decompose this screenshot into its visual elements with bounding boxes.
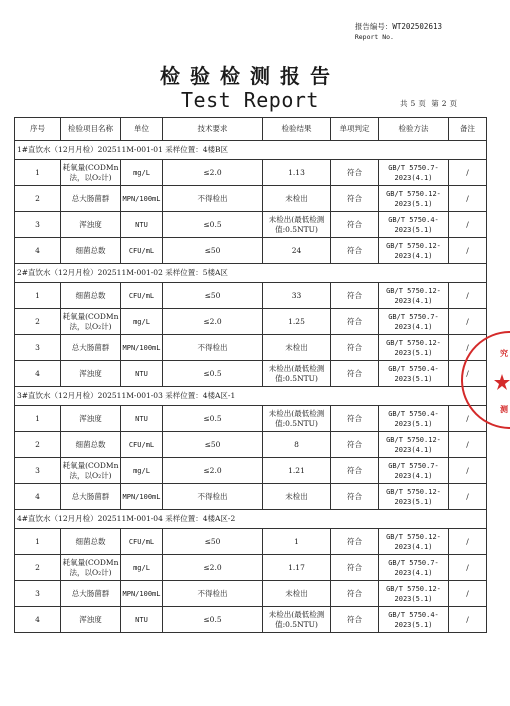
cell-item-name: 耗氧量(CODMn法，以O₂计) xyxy=(61,160,121,186)
cell-row-number: 1 xyxy=(15,529,61,555)
cell-method: GB/T 5750.4-2023(5.1) xyxy=(379,607,449,633)
cell-requirement: ≤2.0 xyxy=(163,309,263,335)
cell-unit: CFU/mL xyxy=(121,238,163,264)
cell-item-name: 耗氧量(CODMn法，以O₂计) xyxy=(61,309,121,335)
cell-requirement: ≤0.5 xyxy=(163,212,263,238)
cell-judgement: 符合 xyxy=(331,361,379,387)
cell-row-number: 4 xyxy=(15,484,61,510)
cell-method: GB/T 5750.12-2023(4.1) xyxy=(379,432,449,458)
cell-unit: CFU/mL xyxy=(121,432,163,458)
cell-result: 未检出 xyxy=(263,335,331,361)
results-table xyxy=(14,117,487,633)
cell-judgement: 符合 xyxy=(331,484,379,510)
cell-result: 未检出 xyxy=(263,581,331,607)
cell-method: GB/T 5750.4-2023(5.1) xyxy=(379,212,449,238)
cell-unit: CFU/mL xyxy=(121,529,163,555)
column-header: 单项判定 xyxy=(331,118,379,141)
cell-judgement: 符合 xyxy=(331,186,379,212)
cell-note: / xyxy=(449,555,487,581)
page-total-label: 共 xyxy=(400,99,408,108)
table-row xyxy=(15,406,487,432)
cell-method: GB/T 5750.12-2023(5.1) xyxy=(379,186,449,212)
cell-result: 24 xyxy=(263,238,331,264)
cell-judgement: 符合 xyxy=(331,607,379,633)
cell-row-number: 3 xyxy=(15,212,61,238)
sample-group-title: 3#直饮水（12月月检）202511M-001-03 采样位置：4楼A区-1 xyxy=(15,387,487,406)
cell-result: 33 xyxy=(263,283,331,309)
sample-group-header xyxy=(15,264,487,283)
cell-unit: CFU/mL xyxy=(121,283,163,309)
cell-item-name: 细菌总数 xyxy=(61,283,121,309)
cell-row-number: 3 xyxy=(15,581,61,607)
table-row xyxy=(15,607,487,633)
cell-requirement: 不得检出 xyxy=(163,484,263,510)
cell-judgement: 符合 xyxy=(331,555,379,581)
table-row xyxy=(15,160,487,186)
table-row xyxy=(15,309,487,335)
cell-item-name: 总大肠菌群 xyxy=(61,581,121,607)
cell-method: GB/T 5750.4-2023(5.1) xyxy=(379,361,449,387)
svg-text:究: 究 xyxy=(500,348,508,358)
cell-row-number: 2 xyxy=(15,432,61,458)
column-header: 检验结果 xyxy=(263,118,331,141)
cell-method: GB/T 5750.12-2023(4.1) xyxy=(379,283,449,309)
cell-result: 8 xyxy=(263,432,331,458)
cell-row-number: 1 xyxy=(15,406,61,432)
cell-method: GB/T 5750.12-2023(5.1) xyxy=(379,581,449,607)
cell-judgement: 符合 xyxy=(331,529,379,555)
cell-note: / xyxy=(449,212,487,238)
cell-result: 未检出(最低检测值:0.5NTU) xyxy=(263,212,331,238)
cell-requirement: ≤0.5 xyxy=(163,406,263,432)
table-row xyxy=(15,529,487,555)
cell-judgement: 符合 xyxy=(331,406,379,432)
sample-group-header xyxy=(15,141,487,160)
page-total: 5 xyxy=(410,99,416,108)
table-row xyxy=(15,212,487,238)
page-indicator xyxy=(400,98,460,109)
cell-requirement: ≤2.0 xyxy=(163,555,263,581)
report-number-label: 报告编号：WT202502613 xyxy=(354,22,442,31)
cell-judgement: 符合 xyxy=(331,212,379,238)
cell-method: GB/T 5750.12-2023(5.1) xyxy=(379,484,449,510)
cell-item-name: 浑浊度 xyxy=(61,406,121,432)
cell-note: / xyxy=(449,361,487,387)
cell-item-name: 细菌总数 xyxy=(61,529,121,555)
cell-result: 1.13 xyxy=(263,160,331,186)
cell-result: 未检出(最低检测值:0.5NTU) xyxy=(263,361,331,387)
cell-note: / xyxy=(449,607,487,633)
cell-unit: mg/L xyxy=(121,309,163,335)
cell-item-name: 细菌总数 xyxy=(61,432,121,458)
table-row xyxy=(15,186,487,212)
page-current-label: 第 xyxy=(431,99,439,108)
cell-requirement: 不得检出 xyxy=(163,335,263,361)
cell-requirement: ≤2.0 xyxy=(163,160,263,186)
cell-method: GB/T 5750.12-2023(4.1) xyxy=(379,529,449,555)
cell-unit: NTU xyxy=(121,406,163,432)
cell-item-name: 总大肠菌群 xyxy=(61,335,121,361)
sample-group-title: 2#直饮水（12月月检）202511M-001-02 采样位置：5楼A区 xyxy=(15,264,487,283)
report-title-cn: 检验检测报告 xyxy=(160,64,340,88)
cell-method: GB/T 5750.4-2023(5.1) xyxy=(379,406,449,432)
cell-unit: mg/L xyxy=(121,458,163,484)
cell-note: / xyxy=(449,238,487,264)
table-row xyxy=(15,238,487,264)
cell-method: GB/T 5750.12-2023(5.1) xyxy=(379,335,449,361)
cell-result: 1.25 xyxy=(263,309,331,335)
cell-result: 未检出 xyxy=(263,186,331,212)
cell-result: 未检出(最低检测值:0.5NTU) xyxy=(263,607,331,633)
cell-note: / xyxy=(449,581,487,607)
table-row xyxy=(15,458,487,484)
report-title-en: Test Report xyxy=(181,88,319,112)
cell-row-number: 1 xyxy=(15,160,61,186)
cell-judgement: 符合 xyxy=(331,432,379,458)
cell-requirement: ≤50 xyxy=(163,283,263,309)
cell-note: / xyxy=(449,160,487,186)
table-row xyxy=(15,361,487,387)
cell-note: / xyxy=(449,186,487,212)
cell-method: GB/T 5750.7-2023(4.1) xyxy=(379,309,449,335)
cell-item-name: 总大肠菌群 xyxy=(61,484,121,510)
cell-item-name: 浑浊度 xyxy=(61,212,121,238)
cell-note: / xyxy=(449,432,487,458)
cell-result: 未检出(最低检测值:0.5NTU) xyxy=(263,406,331,432)
cell-requirement: 不得检出 xyxy=(163,186,263,212)
sample-group-title: 4#直饮水（12月月检）202511M-001-04 采样位置：4楼A区-2 xyxy=(15,510,487,529)
cell-note: / xyxy=(449,406,487,432)
sample-group-header xyxy=(15,387,487,406)
cell-note: / xyxy=(449,283,487,309)
seal-stamp-icon xyxy=(488,330,510,430)
page-unit: 页 xyxy=(418,99,426,108)
cell-row-number: 2 xyxy=(15,555,61,581)
cell-note: / xyxy=(449,458,487,484)
cell-method: GB/T 5750.12-2023(4.1) xyxy=(379,238,449,264)
cell-row-number: 4 xyxy=(15,361,61,387)
cell-note: / xyxy=(449,335,487,361)
column-header: 技术要求 xyxy=(163,118,263,141)
cell-method: GB/T 5750.7-2023(4.1) xyxy=(379,555,449,581)
cell-item-name: 浑浊度 xyxy=(61,607,121,633)
cell-judgement: 符合 xyxy=(331,283,379,309)
column-header: 序号 xyxy=(15,118,61,141)
report-number xyxy=(355,22,442,42)
svg-text:测: 测 xyxy=(500,404,508,414)
cell-judgement: 符合 xyxy=(331,160,379,186)
cell-unit: NTU xyxy=(121,212,163,238)
report-number-en: Report No. xyxy=(354,33,394,41)
cell-unit: MPN/100mL xyxy=(121,581,163,607)
cell-row-number: 3 xyxy=(15,458,61,484)
page-unit: 页 xyxy=(449,99,457,108)
page-current: 2 xyxy=(441,99,447,108)
cell-note: / xyxy=(449,529,487,555)
cell-method: GB/T 5750.7-2023(4.1) xyxy=(379,160,449,186)
cell-row-number: 2 xyxy=(15,309,61,335)
cell-result: 未检出 xyxy=(263,484,331,510)
cell-row-number: 2 xyxy=(15,186,61,212)
cell-row-number: 4 xyxy=(15,238,61,264)
cell-requirement: ≤50 xyxy=(163,238,263,264)
table-row xyxy=(15,581,487,607)
column-header: 备注 xyxy=(449,118,487,141)
cell-unit: NTU xyxy=(121,361,163,387)
column-header: 检验项目名称 xyxy=(61,118,121,141)
cell-item-name: 总大肠菌群 xyxy=(61,186,121,212)
cell-item-name: 耗氧量(CODMn法，以O₂计) xyxy=(61,458,121,484)
cell-item-name: 细菌总数 xyxy=(61,238,121,264)
cell-item-name: 浑浊度 xyxy=(61,361,121,387)
cell-unit: NTU xyxy=(121,607,163,633)
cell-judgement: 符合 xyxy=(331,581,379,607)
table-row xyxy=(15,335,487,361)
table-row xyxy=(15,432,487,458)
column-header: 单位 xyxy=(121,118,163,141)
cell-judgement: 符合 xyxy=(331,458,379,484)
cell-requirement: ≤2.0 xyxy=(163,458,263,484)
cell-item-name: 耗氧量(CODMn法，以O₂计) xyxy=(61,555,121,581)
cell-requirement: 不得检出 xyxy=(163,581,263,607)
cell-unit: mg/L xyxy=(121,555,163,581)
cell-note: / xyxy=(449,309,487,335)
cell-row-number: 4 xyxy=(15,607,61,633)
cell-judgement: 符合 xyxy=(331,335,379,361)
sample-group-title: 1#直饮水（12月月检）202511M-001-01 采样位置：4楼B区 xyxy=(15,141,487,160)
cell-row-number: 1 xyxy=(15,283,61,309)
cell-judgement: 符合 xyxy=(331,238,379,264)
cell-requirement: ≤0.5 xyxy=(163,361,263,387)
cell-result: 1.17 xyxy=(263,555,331,581)
table-row xyxy=(15,283,487,309)
table-row xyxy=(15,555,487,581)
sample-group-header xyxy=(15,510,487,529)
cell-row-number: 3 xyxy=(15,335,61,361)
cell-unit: MPN/100mL xyxy=(121,484,163,510)
table-row xyxy=(15,484,487,510)
cell-result: 1 xyxy=(263,529,331,555)
cell-requirement: ≤0.5 xyxy=(163,607,263,633)
cell-note: / xyxy=(449,484,487,510)
cell-requirement: ≤50 xyxy=(163,529,263,555)
cell-judgement: 符合 xyxy=(331,309,379,335)
cell-unit: mg/L xyxy=(121,160,163,186)
column-header: 检验方法 xyxy=(379,118,449,141)
cell-unit: MPN/100mL xyxy=(121,335,163,361)
cell-unit: MPN/100mL xyxy=(121,186,163,212)
cell-result: 1.21 xyxy=(263,458,331,484)
cell-method: GB/T 5750.7-2023(4.1) xyxy=(379,458,449,484)
cell-requirement: ≤50 xyxy=(163,432,263,458)
